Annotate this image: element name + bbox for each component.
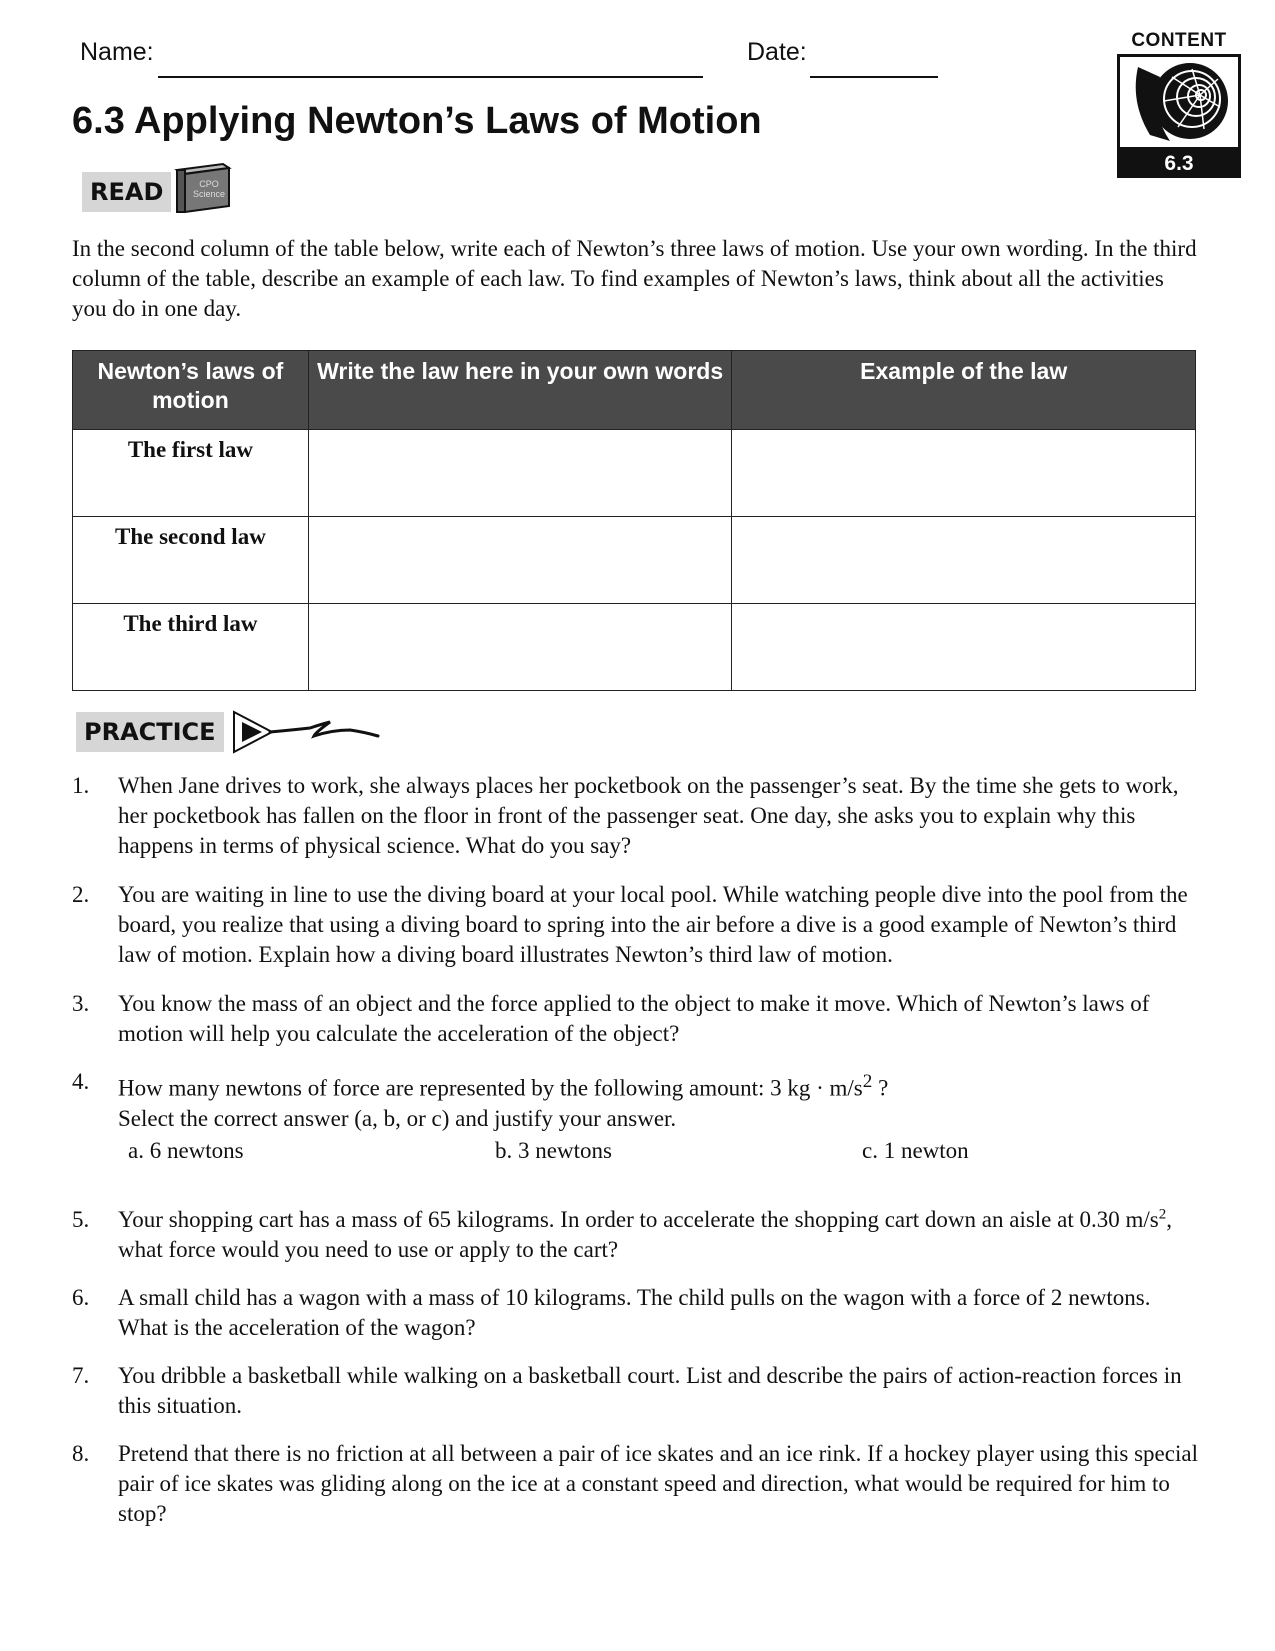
read-tag: READ [82, 172, 171, 212]
pencil-arrow-icon [232, 708, 382, 756]
question-text-part: Your shopping cart has a mass of 65 kilograms. In order to accelerate the shopping cart down an aisle at 0.30 m/s [118, 1207, 1159, 1232]
question-text: You know the mass of an object and the force applied to the object to make it move. Which of Newton’s laws of motion will help you calculate the acceleration of the object? [118, 991, 1150, 1046]
second-law-example-cell[interactable] [732, 517, 1196, 604]
question-text: When Jane drives to work, she always places her pocketbook on the passenger’s seat. By the time she gets to work, her pocketbook has fallen on the floor in front of the passenger seat. One day, she asks you to explain why this happens in terms of physical science. What do you say? [118, 773, 1179, 858]
question-text-part: , what force would you need to use or apply to the cart? [118, 1207, 1172, 1262]
option-c: c. 1 newton [862, 1138, 969, 1163]
question-number: 3. [72, 991, 90, 1016]
practice-tag: PRACTICE [76, 712, 224, 752]
date-field[interactable] [810, 76, 938, 78]
badge-number: 6.3 [1117, 150, 1241, 178]
option-b: b. 3 newtons [495, 1138, 612, 1163]
third-law-words-cell[interactable] [308, 604, 732, 691]
table-row [73, 604, 1196, 691]
table-header-row [73, 351, 1196, 430]
question-3 [70, 989, 1200, 1049]
question-number: 7. [72, 1363, 90, 1388]
table-row [73, 430, 1196, 517]
header-laws: Newton’s laws of motion [73, 351, 309, 430]
row-label-first: The first law [73, 430, 309, 517]
question-7 [70, 1361, 1200, 1421]
row-label-third: The third law [73, 604, 309, 691]
nautilus-shell-icon [1120, 57, 1238, 147]
book-icon [173, 162, 235, 214]
name-field[interactable] [158, 76, 703, 78]
question-6 [70, 1283, 1200, 1343]
header-example: Example of the law [732, 351, 1196, 430]
question-number: 1. [72, 773, 90, 798]
question-number: 5. [72, 1207, 90, 1232]
question-2 [70, 880, 1200, 970]
page-title: 6.3 Applying Newton’s Laws of Motion [72, 100, 762, 142]
question-text [118, 1067, 1200, 1134]
third-law-example-cell[interactable] [732, 604, 1196, 691]
question-text-part: How many newtons of force are represented by the following amount: 3 kg · m/s [118, 1075, 863, 1101]
superscript: 2 [862, 1071, 873, 1092]
book-text-1: CPO [199, 179, 219, 189]
second-law-words-cell[interactable] [308, 517, 732, 604]
table-row [73, 517, 1196, 604]
question-text-part: ? [872, 1075, 889, 1101]
question-5 [70, 1205, 1200, 1265]
question-number: 2. [72, 882, 90, 907]
question-number: 4. [72, 1069, 90, 1094]
question-4 [70, 1067, 1200, 1134]
row-label-second: The second law [73, 517, 309, 604]
question-8 [70, 1439, 1200, 1529]
option-a: a. 6 newtons [128, 1138, 244, 1163]
question-number: 6. [72, 1285, 90, 1310]
question-instruction: Select the correct answer (a, b, or c) and justify your answer. [118, 1105, 677, 1131]
name-label: Name: [80, 38, 154, 66]
read-instructions: In the second column of the table below, write each of Newton’s three laws of motion. Use your own wording. In the third column of the table, describe an example of each law. To find examples of Newton’s laws, think about all the activities you do in one day. [72, 236, 1197, 321]
badge-label: CONTENT [1131, 30, 1227, 51]
question-text [118, 1205, 1208, 1265]
first-law-example-cell[interactable] [732, 430, 1196, 517]
question-text: A small child has a wagon with a mass of 10 kilograms. The child pulls on the wagon with a force of 2 newtons. What is the acceleration of the wagon? [118, 1285, 1151, 1340]
content-badge [1117, 30, 1241, 178]
question-text: Pretend that there is no friction at all between a pair of ice skates and an ice rink. If a hockey player using this special pair of ice skates was gliding along on the ice at a constant speed and direction, what would be required for him to stop? [118, 1441, 1198, 1526]
first-law-words-cell[interactable] [308, 430, 732, 517]
question-text: You are waiting in line to use the diving board at your local pool. While watching people dive into the pool from the board, you realize that using a diving board to spring into the air before a dive is a good example of Newton’s third law of motion. Explain how a diving board illustrates Newton’s third law of motion. [118, 882, 1188, 967]
question-text: You dribble a basketball while walking on a basketball court. List and describe the pairs of action-reaction forces in this situation. [118, 1363, 1182, 1418]
date-label: Date: [747, 38, 807, 66]
superscript: 2 [1158, 1206, 1167, 1223]
laws-table [72, 350, 1196, 691]
question-number: 8. [72, 1441, 90, 1466]
question-1 [70, 771, 1200, 861]
book-text-2: Science [192, 189, 226, 199]
header-own-words: Write the law here in your own words [308, 351, 732, 430]
